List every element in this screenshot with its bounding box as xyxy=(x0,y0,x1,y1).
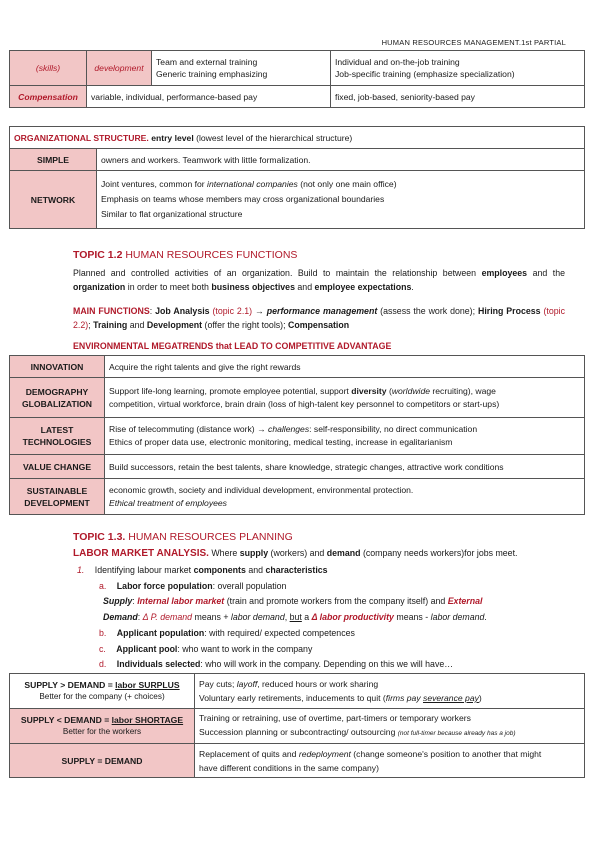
mf-arrow: → xyxy=(255,306,267,316)
list-item-a xyxy=(99,581,286,591)
demand-delta-lp: Δ labor productivity xyxy=(311,612,394,622)
network-desc xyxy=(97,171,585,229)
topic-1-3-title: HUMAN RESOURCES PLANNING xyxy=(125,531,293,543)
demand-end: . xyxy=(484,612,487,622)
main-functions-label: MAIN FUNCTIONS xyxy=(73,306,150,316)
item-b-label: Applicant population xyxy=(116,628,205,638)
development-col1-line1: Team and external training xyxy=(156,57,258,67)
development-col2-line2: Job-specific training (emphasize specialization) xyxy=(335,69,515,79)
item-d-desc: : who will work in the company. Depending on this we will have… xyxy=(200,659,454,669)
tech-line2: Ethics of proper data use, electronic monitoring, medical testing, increase in egalitarianism xyxy=(109,437,453,447)
mf-topic21: (topic 2.1) xyxy=(209,306,256,316)
compensation-label: Compensation xyxy=(10,86,87,108)
mf-a: : xyxy=(149,306,156,316)
demography-label xyxy=(10,378,105,418)
demo-e: recruiting), wage xyxy=(430,385,496,396)
item-d-label: Individuals selected xyxy=(116,659,201,669)
megatrends-table xyxy=(9,355,585,515)
demand-ld: labor demand xyxy=(230,612,285,622)
network-line3: Similar to flat organizational structure xyxy=(101,209,243,219)
org-structure-heading xyxy=(10,127,585,149)
network-line1a: Joint ventures, common for xyxy=(101,179,208,189)
list-item-1 xyxy=(77,565,328,575)
mf-job-analysis: Job Analysis xyxy=(155,306,210,316)
item1-num: 1. xyxy=(77,565,85,575)
org-structure-title: ORGANIZATIONAL STRUCTURE. xyxy=(14,132,149,143)
surplus-l2c: severance pay xyxy=(423,693,479,703)
lma-supply: supply xyxy=(239,548,269,558)
topic-1-2-heading xyxy=(73,249,297,261)
demo-b: diversity xyxy=(351,385,387,396)
shortage-note: (not full-timer because already has a job) xyxy=(397,730,516,737)
mf-hiring: Hiring Process xyxy=(477,306,541,316)
sust-line1: economic growth, society and individual development, environmental protection. xyxy=(109,484,414,495)
topic-1-3-heading xyxy=(73,531,293,543)
network-line1c: (not only one main office) xyxy=(297,179,397,189)
mf-perf-mgmt: performance management xyxy=(266,306,378,316)
supply-colon: : xyxy=(132,596,138,606)
equal-desc xyxy=(195,744,585,778)
supply-internal: Internal labor market xyxy=(137,596,225,606)
sust-line2: Ethical treatment of employees xyxy=(109,497,227,508)
surplus-desc xyxy=(195,674,585,709)
surplus-l1c: , reduced hours or work sharing xyxy=(257,679,379,689)
org-structure-table xyxy=(9,126,585,229)
shortage-b: labor SHORTAGE xyxy=(111,715,184,725)
network-label: NETWORK xyxy=(10,171,97,229)
demand-but: but xyxy=(289,612,302,622)
simple-label: SIMPLE xyxy=(10,149,97,171)
entry-level: entry level xyxy=(151,132,194,143)
item1b: components xyxy=(193,565,246,575)
development-col2-line1: Individual and on-the-job training xyxy=(335,57,460,67)
list-item-d xyxy=(99,659,453,669)
hr-functions-paragraph xyxy=(73,266,565,294)
shortage-label xyxy=(10,709,195,744)
demand-colon: : xyxy=(137,612,143,622)
value-change-label: VALUE CHANGE xyxy=(10,455,105,479)
mf-semi: ; xyxy=(88,320,94,330)
main-functions-paragraph xyxy=(73,304,565,332)
list-item-b xyxy=(99,628,355,638)
demand-means: means + xyxy=(192,612,231,622)
p1c: and the xyxy=(527,268,566,278)
demand-delta-p: Δ P. demand xyxy=(142,612,193,622)
demand-label: Demand xyxy=(103,612,138,622)
shortage-l1: Training or retraining, use of overtime, part-timers or temporary workers xyxy=(199,713,471,723)
network-line2: Emphasis on teams whose members may cross organizational boundaries xyxy=(101,194,385,204)
p1d: organization xyxy=(73,282,126,292)
shortage-a: SUPPLY < DEMAND = xyxy=(20,715,112,725)
p1f: business objectives xyxy=(211,282,295,292)
lma-b: (workers) and xyxy=(268,548,327,558)
shortage-sub: Better for the workers xyxy=(62,727,142,736)
megatrends-title: ENVIRONMENTAL MEGATRENDS that LEAD TO COMPETITIVE ADVANTAGE xyxy=(73,341,392,351)
page-header: HUMAN RESOURCES MANAGEMENT.1st PARTIAL xyxy=(381,38,566,47)
equal-l1b: redeployment xyxy=(298,748,351,759)
sustainable-label xyxy=(10,479,105,515)
surplus-l2d: ) xyxy=(478,693,482,703)
demo-a: Support life-long learning, promote employee potential, support xyxy=(109,385,352,396)
demo-line2: competition, virtual workforce, brain drain (loss of high-talent key personnel to competitors or start-ups) xyxy=(109,398,500,409)
innovation-desc: Acquire the right talents and give the right rewards xyxy=(105,356,585,378)
development-label: development xyxy=(87,51,152,86)
mf-compensation: Compensation xyxy=(288,320,350,330)
demand-means2: means - xyxy=(393,612,431,622)
surplus-l1b: layoff xyxy=(236,679,258,689)
item1c: and xyxy=(245,565,266,575)
tech-b: challenges xyxy=(268,424,310,434)
p1e: in order to meet both xyxy=(125,282,212,292)
development-col1-line2: Generic training emphasizing xyxy=(156,69,268,79)
mf-and: and xyxy=(127,320,147,330)
item-b-desc: : with required/ expected competences xyxy=(204,628,355,638)
item-a-desc: : overall population xyxy=(212,581,287,591)
topic-1-2-num: TOPIC 1.2 xyxy=(73,249,123,261)
mf-topic22: (topic 2.2) xyxy=(73,306,565,330)
surplus-a: SUPPLY > DEMAND = xyxy=(24,680,116,690)
development-col2 xyxy=(331,51,585,86)
demo-d: worldwide xyxy=(391,385,431,396)
demand-comma: , xyxy=(284,612,290,622)
sust-label-2: DEVELOPMENT xyxy=(24,497,90,508)
value-change-desc: Build successors, retain the best talents, share knowledge, strategic changes, attractive work conditions xyxy=(105,455,585,479)
shortage-l2: Succession planning or subcontracting/ outsourcing xyxy=(199,727,398,737)
item-c-letter: c. xyxy=(99,644,106,654)
innovation-label: INNOVATION xyxy=(10,356,105,378)
supply-internal-desc: (train and promote workers from the company itself) and xyxy=(224,596,448,606)
demography-label-1: DEMOGRAPHY xyxy=(25,386,89,397)
lma-c: (company needs workers)for jobs meet. xyxy=(360,548,518,558)
equal-label: SUPPLY = DEMAND xyxy=(10,744,195,778)
demo-c: ( xyxy=(386,385,392,396)
item-c-label: Applicant pool xyxy=(116,644,178,654)
tech-label-2: TECHNOLOGIES xyxy=(22,437,92,447)
item-c-desc: : who want to work in the company xyxy=(177,644,313,654)
tech-label-1: LATEST xyxy=(40,425,74,435)
demography-label-2: GLOBALIZATION xyxy=(21,398,92,409)
p1h: employee expectations xyxy=(314,282,412,292)
mf-dev-desc: (offer the right tools); xyxy=(202,320,288,330)
demand-line xyxy=(103,612,487,622)
surplus-sub: Better for the company (+ choices) xyxy=(39,692,165,701)
p1b: employees xyxy=(481,268,528,278)
development-col1 xyxy=(152,51,331,86)
demand-a: a xyxy=(301,612,312,622)
surplus-l2b: firms pay xyxy=(385,693,424,703)
sustainable-desc xyxy=(105,479,585,515)
p1i: . xyxy=(411,282,414,292)
surplus-b: labor SURPLUS xyxy=(115,680,180,690)
supply-demand-table xyxy=(9,673,585,778)
surplus-label xyxy=(10,674,195,709)
topic-1-3-num: TOPIC 1.3. xyxy=(73,531,126,543)
entry-level-desc: (lowest level of the hierarchical structure) xyxy=(196,132,353,143)
supply-external: External xyxy=(447,596,483,606)
item-a-letter: a. xyxy=(99,581,107,591)
lma-a: Where xyxy=(208,548,240,558)
supply-line xyxy=(103,596,482,606)
technologies-desc xyxy=(105,418,585,455)
p1a: Planned and controlled activities of an organization. Build to maintain the relationship between xyxy=(73,268,482,278)
tech-c: : self-responsibility, no direct communication xyxy=(309,424,478,434)
surplus-l1a: Pay cuts; xyxy=(199,679,237,689)
hr-strategy-table xyxy=(9,50,585,108)
equal-l1c: (change someone's position to another that might xyxy=(350,748,542,759)
surplus-l2a: Voluntary early retirements, inducements to quit ( xyxy=(199,693,386,703)
mf-training: Training xyxy=(93,320,128,330)
technologies-label xyxy=(10,418,105,455)
sust-label-1: SUSTAINABLE xyxy=(26,485,88,496)
equal-l1a: Replacement of quits and xyxy=(199,748,299,759)
labor-market-line xyxy=(73,548,517,559)
simple-desc: owners and workers. Teamwork with little formalization. xyxy=(97,149,585,171)
item-b-letter: b. xyxy=(99,628,107,638)
compensation-col2: fixed, job-based, seniority-based pay xyxy=(331,86,585,108)
shortage-desc xyxy=(195,709,585,744)
equal-l2: have different conditions in the same company) xyxy=(199,762,379,773)
lma-demand: demand xyxy=(326,548,361,558)
demand-ld2: labor demand xyxy=(430,612,485,622)
network-line1b: international companies xyxy=(207,179,298,189)
item1d: characteristics xyxy=(265,565,328,575)
mf-perf-desc: (assess the work done); xyxy=(377,306,478,316)
item-d-letter: d. xyxy=(99,659,107,669)
tech-a: Rise of telecommuting (distance work) → xyxy=(109,424,269,434)
topic-1-2-title: HUMAN RESOURCES FUNCTIONS xyxy=(122,249,298,261)
supply-label: Supply xyxy=(103,596,133,606)
demography-desc xyxy=(105,378,585,418)
compensation-col1: variable, individual, performance-based pay xyxy=(87,86,331,108)
p1g: and xyxy=(294,282,315,292)
lma-title: LABOR MARKET ANALYSIS. xyxy=(73,548,209,559)
item1a: Identifying labour market xyxy=(94,565,194,575)
list-item-c xyxy=(99,644,312,654)
skills-label: (skills) xyxy=(10,51,87,86)
item-a-label: Labor force population xyxy=(116,581,213,591)
mf-development: Development xyxy=(146,320,203,330)
